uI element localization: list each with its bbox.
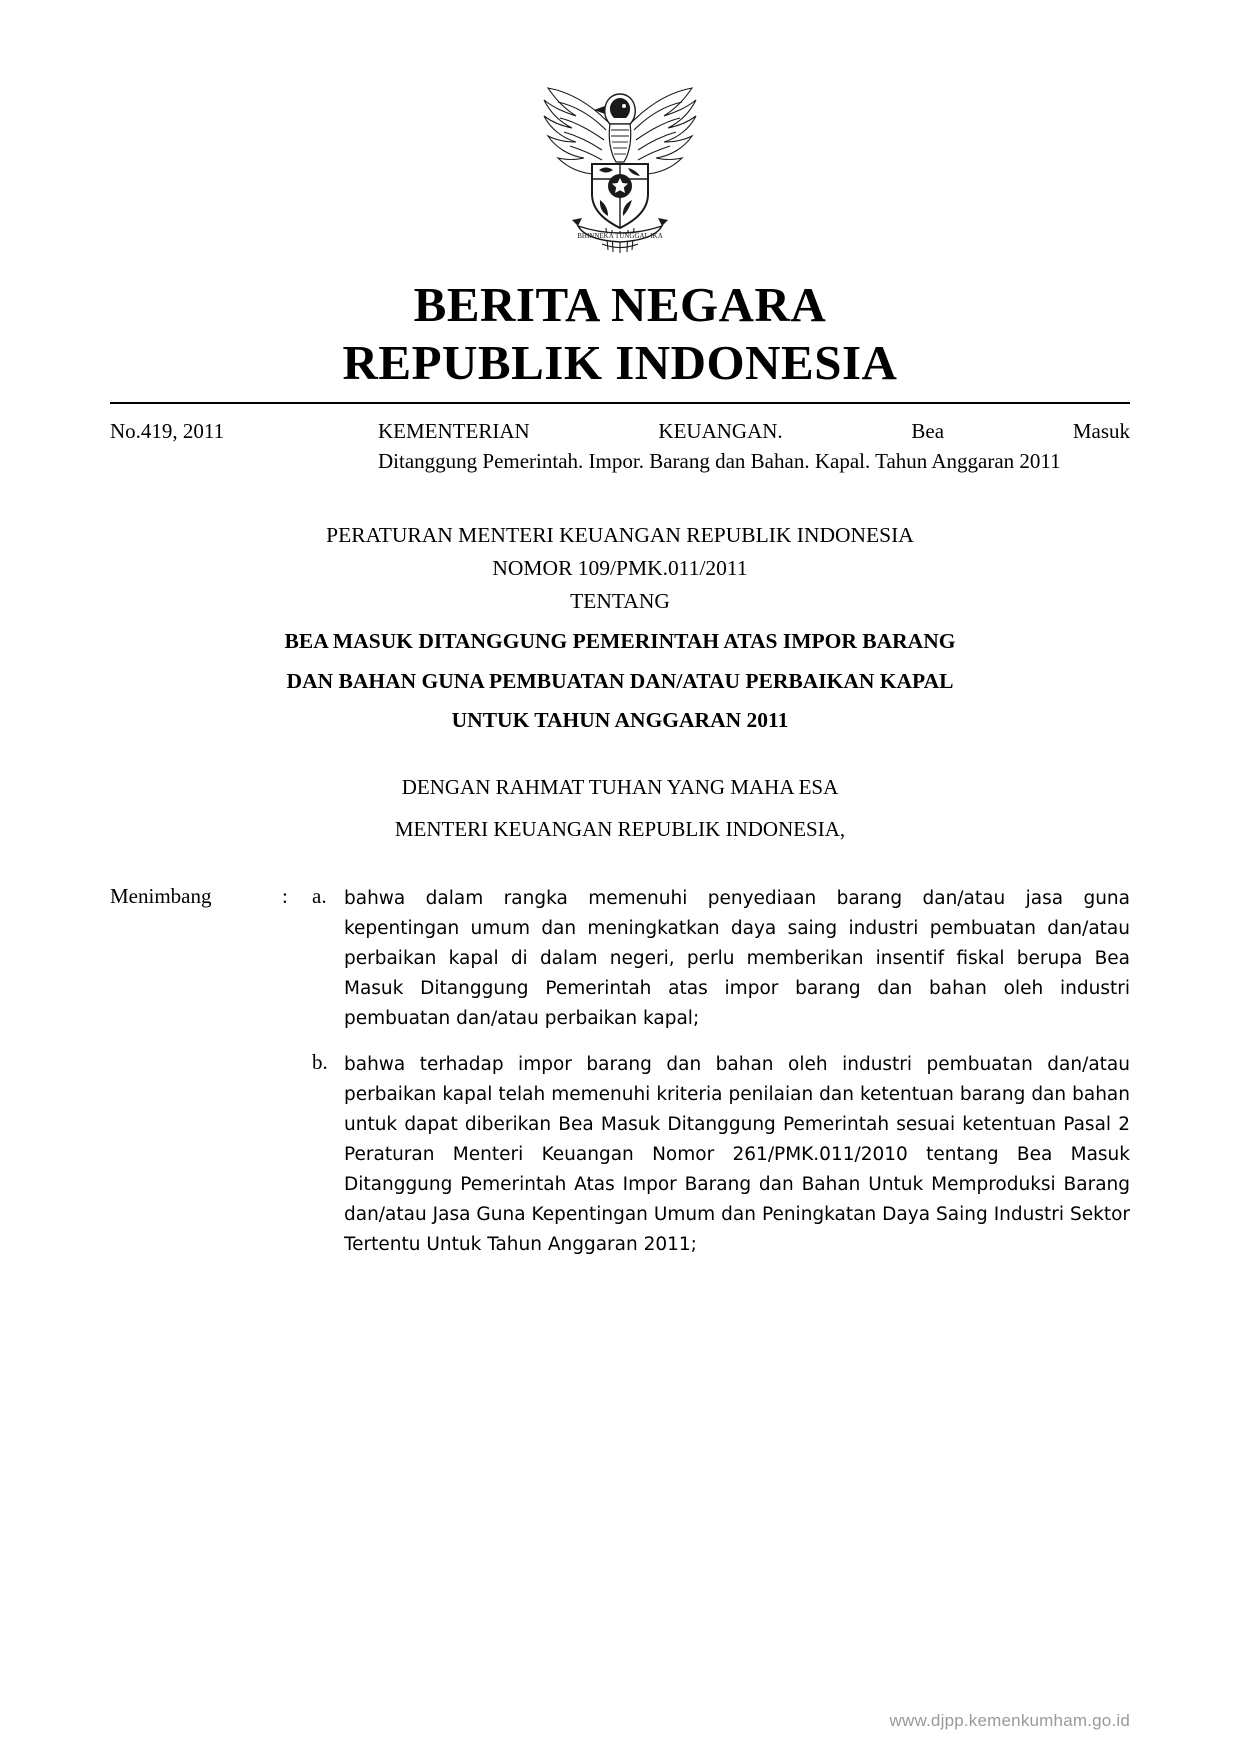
issue-number: No.419, 2011 [110,418,225,443]
invocation-line-2: MENTERI KEUANGAN REPUBLIK INDONESIA, [394,816,846,841]
considering-item-text: bahwa terhadap impor barang dan bahan oleh industri pembuatan dan/atau perbaikan kapal telah memenuhi kriteria penilaian dan ketentuan barang dan bahan untuk dapat diberikan Bea Masuk Ditanggung Pemerintah sesuai ketentuan Pasal 2 Peraturan Menteri Keuangan Nomor 261/PMK.011/2010 tentang Bea Masuk Ditanggung Pemerintah Atas Impor Barang dan Bahan Untuk Memproduksi Barang dan/atau Jasa Guna Kepentingan Umum dan Peningkatan Daya Saing Industri Sektor Tertentu Untuk Tahun Anggaran 2011; [344,1053,1130,1255]
header-divider [110,402,1130,404]
considering-item-letter: a. [312,883,327,908]
masthead-line-2: REPUBLIK INDONESIA [342,334,898,390]
issue-subject [378,416,1130,477]
regulation-about-label: TENTANG [570,589,670,614]
issue-subject-line-1: KEMENTERIAN KEUANGAN. Bea Masuk [378,418,1130,443]
footer-watermark: www.djpp.kemenkumham.go.id [889,1711,1130,1730]
emblem-motto-text: BHINNEKA TUNGGAL IKA [577,232,663,240]
emblem-container [110,0,1130,260]
garuda-pancasila-emblem [520,60,720,260]
regulation-subject-line-3: UNTUK TAHUN ANGGARAN 2011 [451,707,789,732]
considering-item-b [110,1050,1130,1260]
masthead-line-1: BERITA NEGARA [413,277,827,332]
regulation-subject-line-1: BEA MASUK DITANGGUNG PEMERINTAH ATAS IMPOR BARANG [284,629,956,654]
considering-item-letter: b. [312,1049,328,1074]
regulation-title-line-1: PERATURAN MENTERI KEUANGAN REPUBLIK INDONESIA [326,522,914,547]
regulation-number: NOMOR 109/PMK.011/2011 [492,555,748,580]
issue-subject-line-2: Ditanggung Pemerintah. Impor. Barang dan Bahan. [378,449,810,474]
regulation-title-block [110,519,1130,736]
considering-section [110,884,1130,1260]
masthead [110,276,1130,392]
issue-subject-line-3: Kapal. Tahun Anggaran 2011 [814,449,1061,474]
considering-colon: : [282,883,288,908]
invocation-line-1: DENGAN RAHMAT TUHAN YANG MAHA ESA [401,774,839,799]
considering-item-a [110,884,1130,1034]
invocation-block [110,766,1130,850]
considering-label: Menimbang [110,883,212,908]
regulation-subject-line-2: DAN BAHAN GUNA PEMBUATAN DAN/ATAU PERBAIKAN KAPAL [286,668,954,693]
considering-item-text: bahwa dalam rangka memenuhi penyediaan barang dan/atau jasa guna kepentingan umum dan meningkatkan daya saing industri pembuatan dan/atau perbaikan kapal di dalam negeri, perlu memberikan insentif fiskal berupa Bea Masuk Ditanggung Pemerintah atas impor barang dan bahan oleh industri pembuatan dan/atau perbaikan kapal; [344,887,1130,1029]
issue-line [110,416,1130,477]
